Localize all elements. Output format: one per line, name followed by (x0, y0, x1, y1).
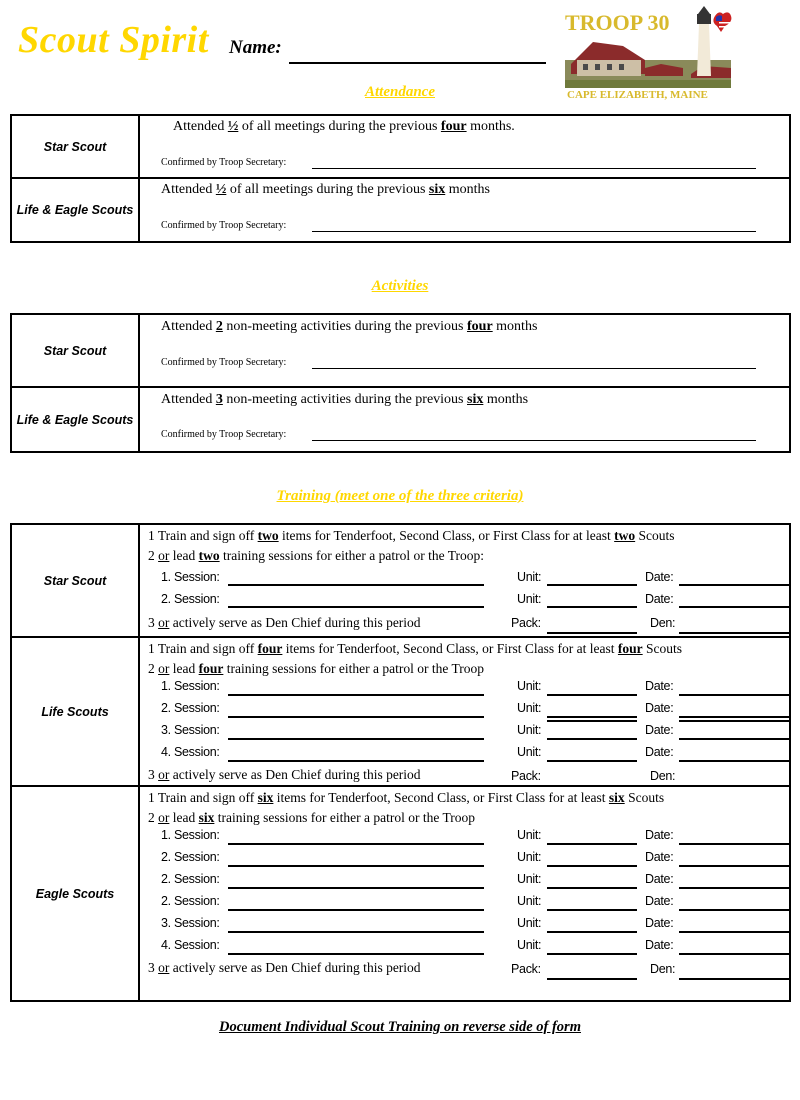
confirm-label: Confirmed by Troop Secretary: (161, 429, 287, 440)
session-field[interactable] (228, 931, 484, 933)
svg-text:CAPE ELIZABETH, MAINE: CAPE ELIZABETH, MAINE (567, 89, 708, 100)
row-label: Star Scout (12, 315, 140, 386)
session-field[interactable] (228, 887, 484, 889)
date-field[interactable] (679, 584, 791, 586)
session-field[interactable] (228, 760, 484, 762)
date-field[interactable] (679, 887, 791, 889)
attendance-table (10, 114, 791, 243)
den-field[interactable] (679, 978, 791, 980)
date-field[interactable] (679, 694, 791, 696)
confirm-label: Confirmed by Troop Secretary: (161, 157, 287, 168)
date-field[interactable] (679, 909, 791, 911)
unit-field[interactable] (547, 909, 637, 911)
training-table (10, 523, 791, 1002)
requirement-text: Attended 2 non-meeting activities during the previous four months (161, 319, 538, 334)
unit-field[interactable] (547, 716, 637, 718)
date-field[interactable] (679, 760, 791, 762)
requirement-text: Attended 3 non-meeting activities during the previous six months (161, 392, 529, 407)
requirement-text: Attended ½ of all meetings during the previous four months. (173, 119, 515, 134)
unit-field[interactable] (547, 953, 637, 955)
criterion-3-text: 3 or actively serve as Den Chief during this period (148, 767, 421, 782)
date-field[interactable] (679, 606, 791, 608)
criterion-1-text: 1 Train and sign off two items for Tenderfoot, Second Class, or First Class for at least two Scouts (148, 528, 675, 543)
secretary-signature-field[interactable] (312, 368, 756, 369)
activities-table (10, 313, 791, 453)
row-label: Life & Eagle Scouts (12, 179, 140, 241)
attendance-row-life-eagle (12, 179, 789, 241)
date-field[interactable] (679, 738, 791, 740)
training-heading: Training (meet one of the three criteria) (276, 488, 524, 504)
unit-field[interactable] (547, 931, 637, 933)
date-field[interactable] (679, 931, 791, 933)
secretary-signature-field[interactable] (312, 168, 756, 169)
criterion-2-text: 2 or lead four training sessions for either a patrol or the Troop (148, 661, 484, 676)
scout-flag-emblem-icon (713, 12, 731, 32)
training-row-star: Star Scout 1 Train and sign off two items for Tenderfoot, Second Class, or First Class for at least two Scouts 2 or lead two training sessions for either a patrol or the Troop: 1. Session: Unit: Date: 2. Session: Unit: Date: 3 or actively serve as Den Chief during this period Pack: Den: (12, 525, 789, 638)
unit-field[interactable] (547, 694, 637, 696)
session-field[interactable] (228, 606, 484, 608)
confirm-label: Confirmed by Troop Secretary: (161, 220, 287, 231)
training-row-eagle: Eagle Scouts 1 Train and sign off six items for Tenderfoot, Second Class, or First Class for at least six Scouts 2 or lead six training sessions for either a patrol or the Troop 1. Session: Unit: Date: 2. Session: Unit: Date: 2. Session: Unit: Date: 2. Session: Unit: Date: 3. Session: Unit: Date: 4. Session: Unit: Date: 3 or actively serve as Den Chief during this period Pack: Den: (12, 787, 789, 1000)
unit-field[interactable] (547, 606, 637, 608)
unit-field[interactable] (547, 738, 637, 740)
criterion-1-text: 1 Train and sign off six items for Tenderfoot, Second Class, or First Class for at least six Scouts (148, 790, 665, 805)
activities-row-life-eagle (12, 388, 789, 451)
secretary-signature-field[interactable] (312, 440, 756, 441)
date-field-double-rule (679, 720, 791, 722)
unit-field[interactable] (547, 865, 637, 867)
pack-field[interactable] (547, 632, 637, 634)
unit-field[interactable] (547, 843, 637, 845)
training-row-life: Life Scouts 1 Train and sign off four items for Tenderfoot, Second Class, or First Class for at least four Scouts 2 or lead four training sessions for either a patrol or the Troop 1. Session: Unit: Date: 2. Session: Unit: Date: 3. Session: Unit: Date: 4. Session: Unit: Date: 3 or actively serve as Den Chief during this period Pack: Den: (12, 638, 789, 787)
criterion-3-text: 3 or actively serve as Den Chief during this period (148, 615, 421, 630)
row-label: Eagle Scouts (12, 787, 140, 1000)
row-label: Life Scouts (12, 638, 140, 785)
date-field[interactable] (679, 865, 791, 867)
secretary-signature-field[interactable] (312, 231, 756, 232)
activities-heading: Activities (371, 278, 429, 294)
row-label: Star Scout (12, 116, 140, 177)
pack-field[interactable] (547, 978, 637, 980)
name-field[interactable] (289, 62, 546, 64)
criterion-2-text: 2 or lead six training sessions for either a patrol or the Troop (148, 810, 475, 825)
session-field[interactable] (228, 716, 484, 718)
date-field[interactable] (679, 953, 791, 955)
criterion-2-text: 2 or lead two training sessions for either a patrol or the Troop: (148, 548, 484, 563)
session-field[interactable] (228, 865, 484, 867)
date-field[interactable] (679, 716, 791, 718)
row-label: Life & Eagle Scouts (12, 388, 140, 451)
svg-text:TROOP 30: TROOP 30 (565, 10, 670, 35)
confirm-label: Confirmed by Troop Secretary: (161, 357, 287, 368)
attendance-row-star (12, 116, 789, 179)
criterion-3-text: 3 or actively serve as Den Chief during this period (148, 960, 421, 975)
unit-field[interactable] (547, 887, 637, 889)
session-field[interactable] (228, 843, 484, 845)
name-label: Name: (229, 37, 282, 58)
session-field[interactable] (228, 909, 484, 911)
session-field[interactable] (228, 694, 484, 696)
unit-field-double-rule (547, 720, 637, 722)
criterion-1-text: 1 Train and sign off four items for Tenderfoot, Second Class, or First Class for at least four Scouts (148, 641, 683, 656)
attendance-heading: Attendance (365, 84, 435, 100)
session-field[interactable] (228, 953, 484, 955)
form-title: Scout Spirit (18, 19, 209, 61)
requirement-text: Attended ½ of all meetings during the previous six months (161, 182, 490, 197)
session-field[interactable] (228, 738, 484, 740)
footer-note: Document Individual Scout Training on reverse side of form (219, 1019, 581, 1035)
den-field[interactable] (679, 632, 791, 634)
unit-field[interactable] (547, 584, 637, 586)
unit-field[interactable] (547, 760, 637, 762)
date-field[interactable] (679, 843, 791, 845)
activities-row-star (12, 315, 789, 388)
row-label: Star Scout (12, 525, 140, 636)
session-field[interactable] (228, 584, 484, 586)
